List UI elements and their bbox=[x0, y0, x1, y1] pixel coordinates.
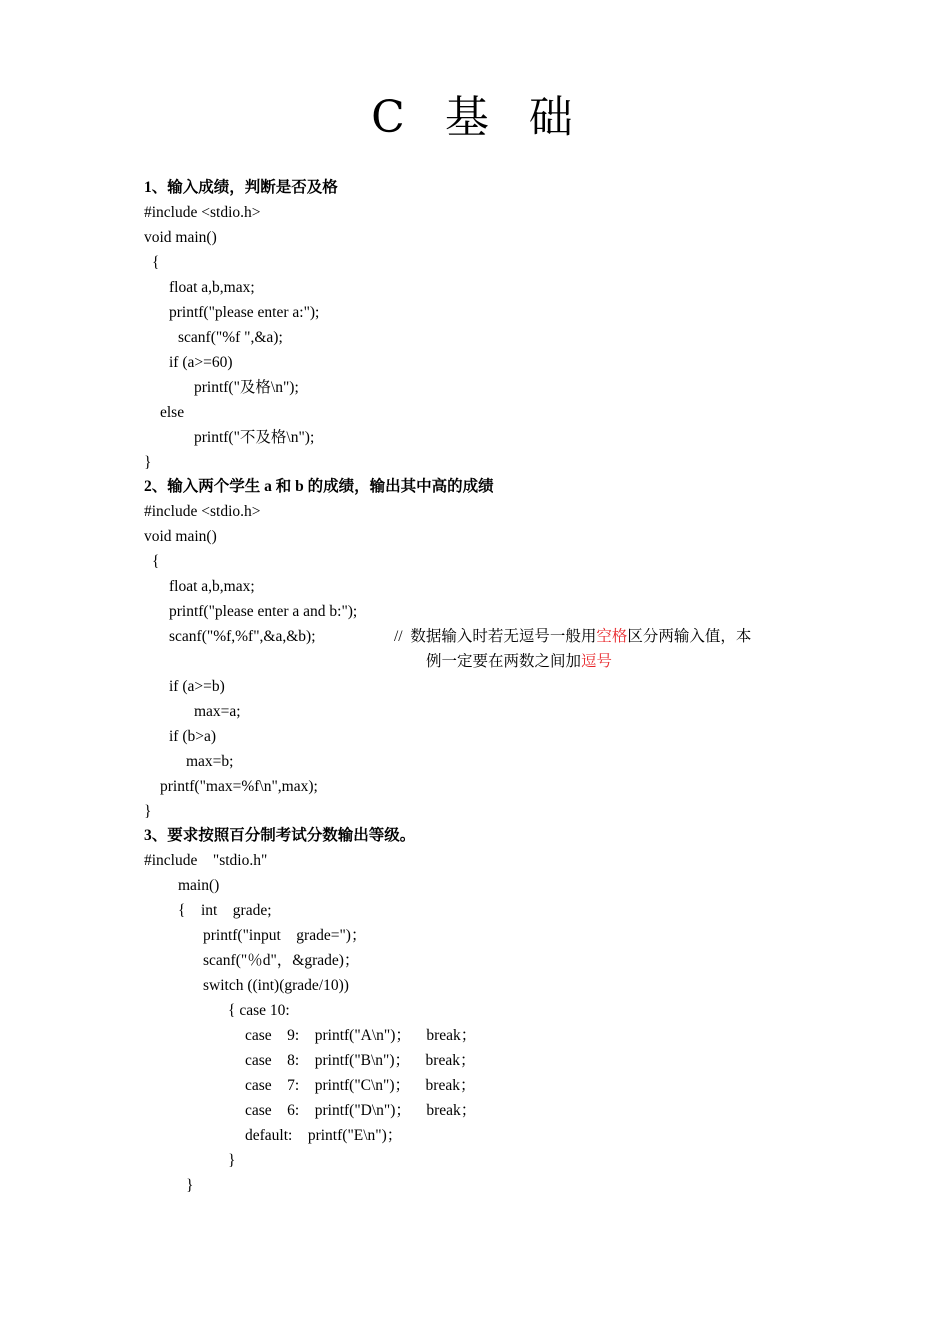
code-line: if (a>=b) bbox=[169, 678, 225, 695]
code-line: printf("input grade=")； bbox=[203, 927, 367, 944]
code-line: printf("不及格\n"); bbox=[194, 429, 315, 446]
code-line: else bbox=[160, 404, 185, 421]
page-title: C 基 础 bbox=[371, 92, 579, 143]
comment-highlight-space: 空格 bbox=[596, 628, 628, 645]
code-line: switch ((int)(grade/10)) bbox=[203, 977, 349, 994]
code-line: scanf("%f ",&a); bbox=[178, 329, 283, 346]
code-line: #include "stdio.h" bbox=[144, 852, 268, 869]
comment-slashes: // bbox=[394, 628, 403, 645]
code-line: float a,b,max; bbox=[169, 578, 255, 595]
code-comment-line2 bbox=[426, 650, 612, 674]
comment-text: 区分两输入值，本 bbox=[627, 628, 752, 645]
code-line: max=a; bbox=[194, 703, 241, 720]
code-line: #include <stdio.h> bbox=[144, 503, 261, 520]
code-line: case 7: printf("C\n")； break； bbox=[245, 1077, 476, 1094]
section-heading: 3、要求按照百分制考试分数输出等级。 bbox=[144, 827, 416, 844]
code-line: if (a>=60) bbox=[169, 354, 233, 371]
code-line: void main() bbox=[144, 229, 217, 246]
comment-highlight-comma: 逗号 bbox=[581, 653, 613, 670]
code-line: default: printf("E\n")； bbox=[245, 1127, 403, 1144]
code-line: case 9: printf("A\n")； break； bbox=[245, 1027, 477, 1044]
code-line: printf("及格\n"); bbox=[194, 379, 299, 396]
code-line: { int grade; bbox=[178, 902, 272, 919]
comment-text: 数据输入时若无逗号一般用 bbox=[410, 628, 597, 645]
section-heading: 1、输入成绩，判断是否及格 bbox=[144, 179, 338, 196]
code-line: } bbox=[144, 803, 152, 820]
section-heading: 2、输入两个学生 a 和 b 的成绩，输出其中高的成绩 bbox=[144, 478, 494, 495]
code-line: printf("please enter a:"); bbox=[169, 304, 320, 321]
code-comment-line1 bbox=[394, 625, 751, 649]
code-line: printf("max=%f\n",max); bbox=[160, 778, 318, 795]
code-line: void main() bbox=[144, 528, 217, 545]
code-line: max=b; bbox=[186, 753, 234, 770]
code-line: } bbox=[144, 454, 152, 471]
code-line: } bbox=[186, 1177, 194, 1194]
code-line: { case 10: bbox=[228, 1002, 290, 1019]
code-line: scanf("%f,%f",&a,&b); bbox=[169, 628, 316, 645]
code-line: case 8: printf("B\n")； break； bbox=[245, 1052, 476, 1069]
code-line: main() bbox=[178, 877, 220, 894]
comment-text: 例一定要在两数之间加 bbox=[426, 653, 582, 670]
code-line: float a,b,max; bbox=[169, 279, 255, 296]
code-line: if (b>a) bbox=[169, 728, 217, 745]
code-line: printf("please enter a and b:"); bbox=[169, 603, 358, 620]
code-line: #include <stdio.h> bbox=[144, 204, 261, 221]
code-line: case 6: printf("D\n")； break； bbox=[245, 1102, 477, 1119]
code-line: { bbox=[152, 553, 160, 570]
code-line: { bbox=[152, 254, 160, 271]
code-line: scanf("％d"，&grade)； bbox=[203, 952, 360, 969]
code-line: } bbox=[228, 1152, 236, 1169]
